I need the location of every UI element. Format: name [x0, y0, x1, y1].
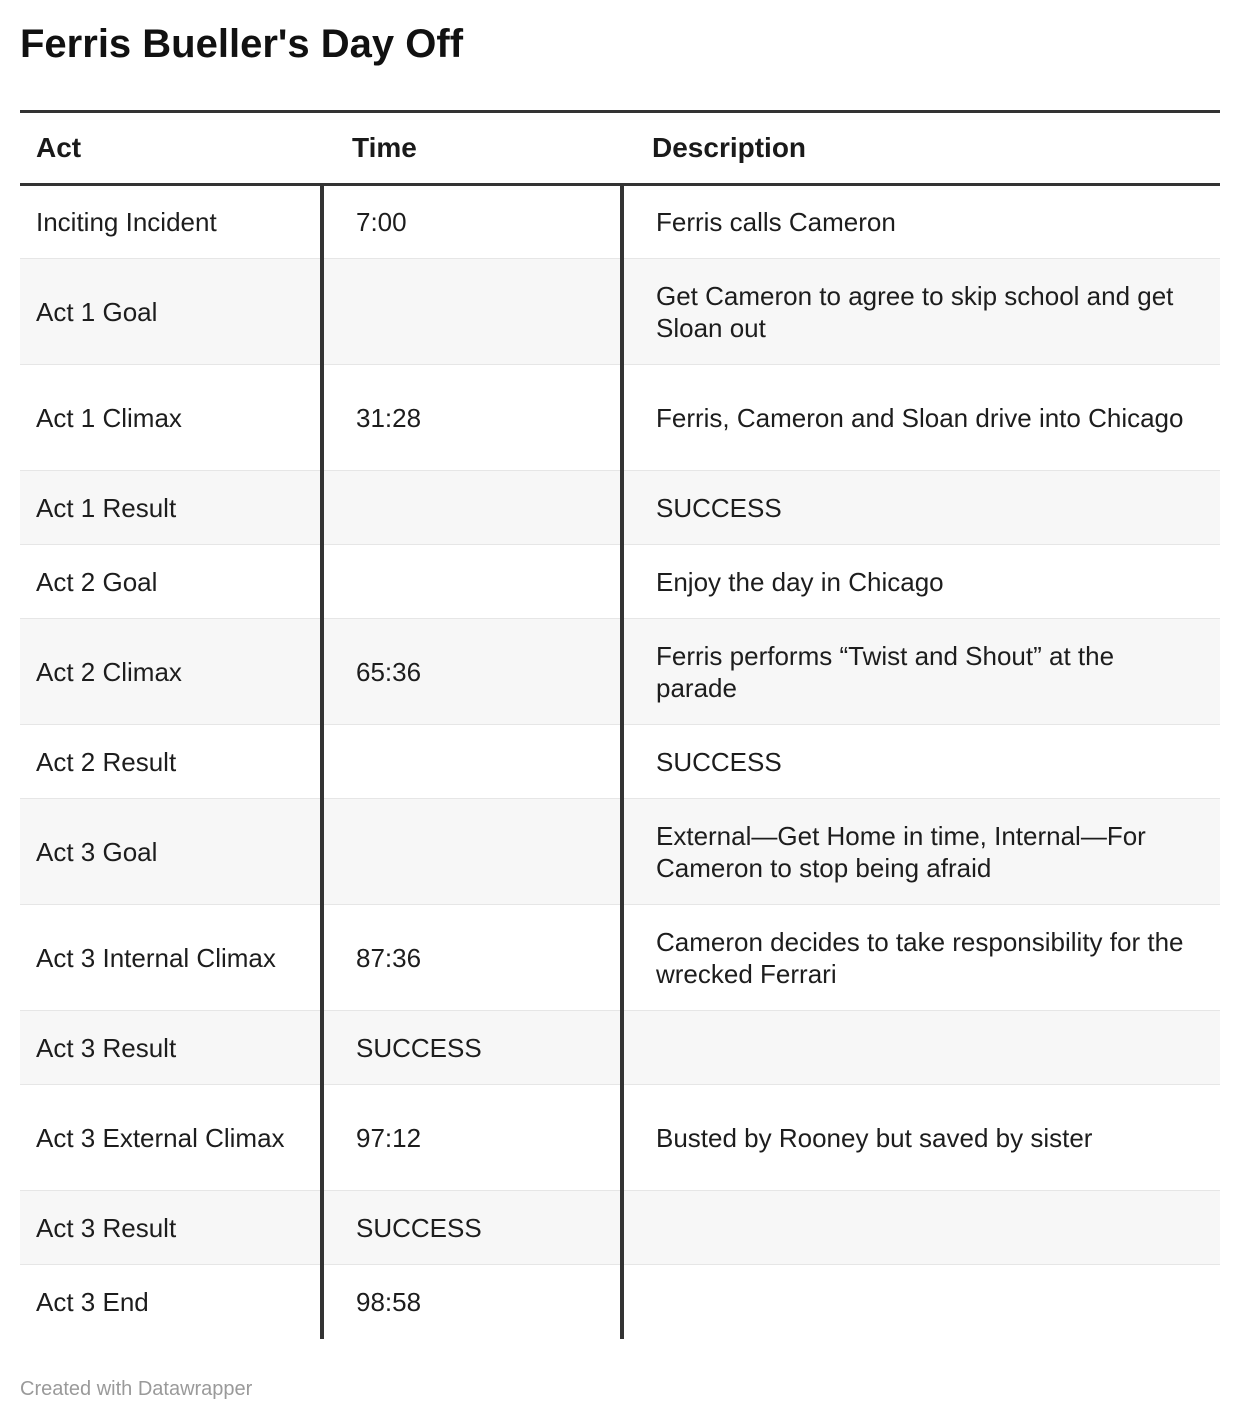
cell-time: SUCCESS [322, 1011, 622, 1085]
data-table [20, 110, 1220, 1339]
cell-description: Ferris, Cameron and Sloan drive into Chicago [622, 365, 1220, 471]
cell-act: Act 3 End [36, 1286, 149, 1317]
table-row [20, 259, 1220, 365]
cell-act: Inciting Incident [20, 185, 322, 259]
table-row [20, 799, 1220, 905]
table-row [20, 185, 1220, 259]
table-row [20, 725, 1220, 799]
cell-act: Act 2 Result [20, 725, 322, 799]
column-header-time[interactable]: Time [322, 112, 622, 185]
cell-act: Act 3 Result [20, 1191, 322, 1265]
cell-act: Act 3 External Climax [20, 1085, 322, 1191]
cell-description: Cameron decides to take responsibility for the wrecked Ferrari [622, 905, 1220, 1011]
table-row [20, 365, 1220, 471]
cell-time: 31:28 [322, 365, 622, 471]
cell-time [322, 545, 622, 619]
table-row [20, 1085, 1220, 1191]
cell-description: SUCCESS [622, 471, 1220, 545]
table-row [20, 471, 1220, 545]
cell-act: Act 2 Climax [20, 619, 322, 725]
cell-time [322, 259, 622, 365]
page-title: Ferris Bueller's Day Off [20, 22, 464, 66]
cell-time: 87:36 [322, 905, 622, 1011]
cell-act: Act 2 Goal [20, 545, 322, 619]
cell-time: 97:12 [322, 1085, 622, 1191]
table-row [20, 619, 1220, 725]
cell-description: Enjoy the day in Chicago [622, 545, 1220, 619]
cell-act: Act 1 Result [20, 471, 322, 545]
table-row [20, 1265, 1220, 1339]
cell-time [322, 471, 622, 545]
table-row [20, 545, 1220, 619]
cell-time [322, 799, 622, 905]
cell-act: Act 1 Goal [20, 259, 322, 365]
cell-time: 65:36 [322, 619, 622, 725]
cell-description [622, 1265, 1220, 1339]
cell-act: Act 3 Internal Climax [20, 905, 322, 1011]
cell-time [322, 725, 622, 799]
cell-time: 98:58 [322, 1265, 622, 1339]
table-row [20, 1011, 1220, 1085]
cell-description [622, 1191, 1220, 1265]
table-row [20, 1191, 1220, 1265]
cell-act: Act 3 Result [20, 1011, 322, 1085]
cell-description: Ferris performs “Twist and Shout” at the parade [622, 619, 1220, 725]
cell-description: Ferris calls Cameron [622, 185, 1220, 259]
footer-credit: Created with Datawrapper [20, 1378, 253, 1400]
cell-description: Busted by Rooney but saved by sister [622, 1085, 1220, 1191]
cell-description: SUCCESS [622, 725, 1220, 799]
column-header-description[interactable]: Description [622, 112, 1220, 185]
cell-act: Act 1 Climax [20, 365, 322, 471]
cell-time: 7:00 [322, 185, 622, 259]
cell-description: Get Cameron to agree to skip school and get Sloan out [622, 259, 1220, 365]
cell-description: External—Get Home in time, Internal—For Cameron to stop being afraid [622, 799, 1220, 905]
column-header-act[interactable]: Act [20, 112, 322, 185]
header-row [20, 112, 1220, 185]
cell-time: SUCCESS [322, 1191, 622, 1265]
cell-act: Act 3 Goal [20, 799, 322, 905]
cell-description [622, 1011, 1220, 1085]
table-row [20, 905, 1220, 1011]
